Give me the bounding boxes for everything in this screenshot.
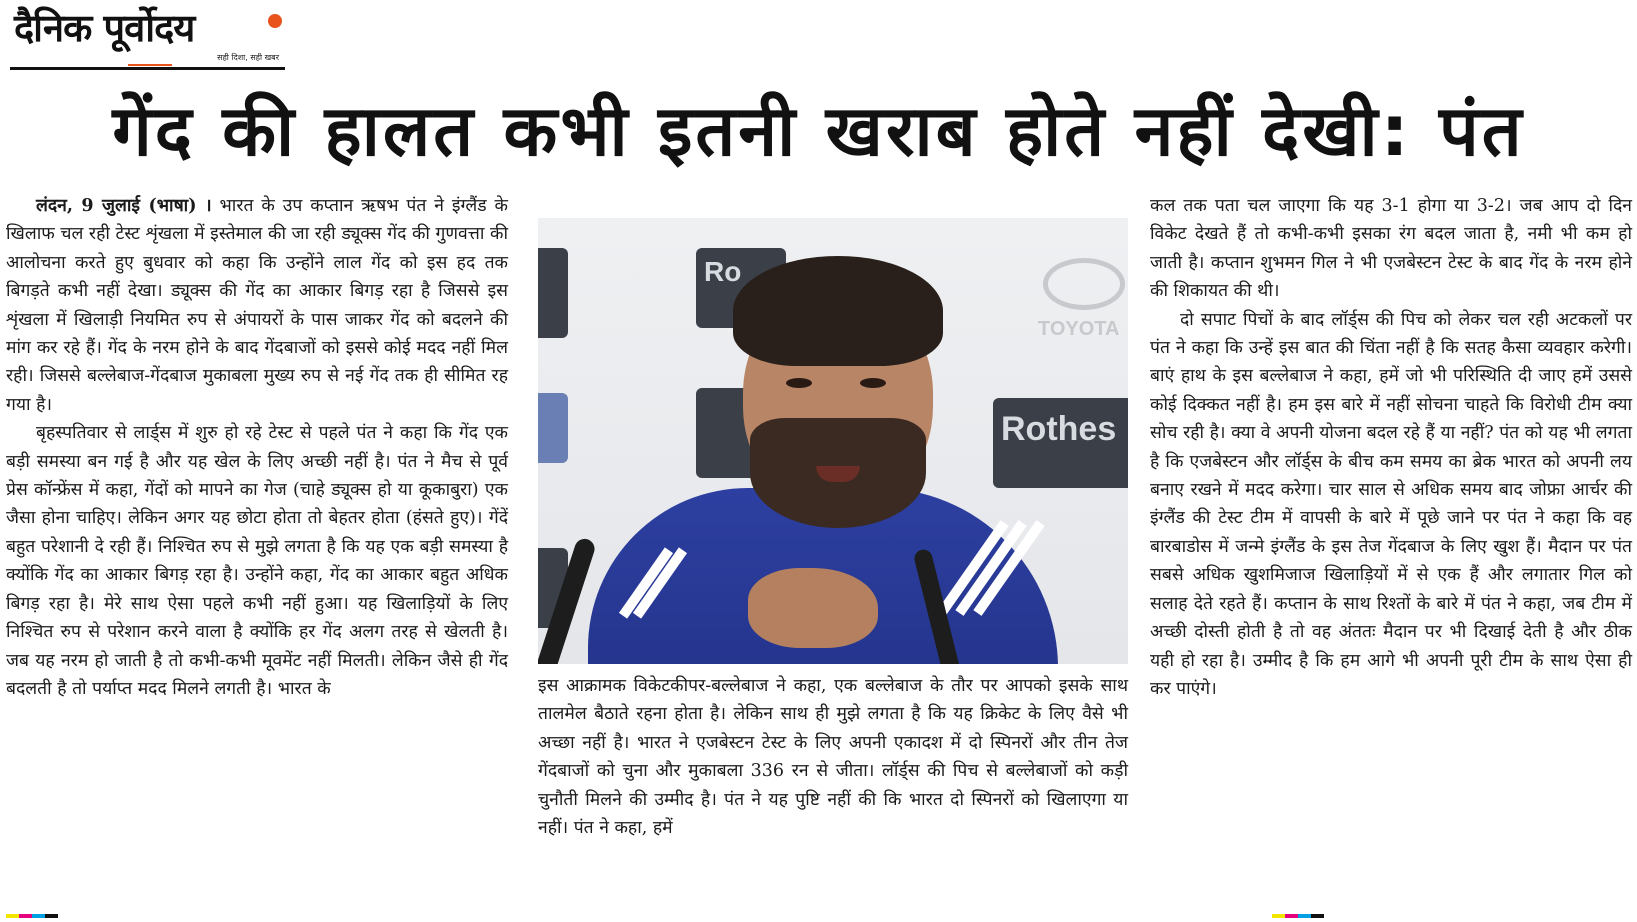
newspaper-name: दैनिक पूर्वोदय <box>14 6 195 50</box>
backdrop-panel: Ro <box>696 248 786 328</box>
sponsor-logo-icon <box>1043 258 1125 310</box>
masthead-rule <box>10 67 285 70</box>
backdrop-panel <box>538 248 568 338</box>
print-registration-marks <box>6 903 58 907</box>
paragraph-text: भारत के उप कप्तान ऋषभ पंत ने इंग्लैंड के खिलाफ चल रही टेस्ट शृंखला में इस्तेमाल की जा रही ड्यूक्स गेंद की गुणवत्ता की आलोचना करते हुए बुधवार को कहा कि उन्होंने लाल गेंद को इस हद तक बिगड़ते कभी नहीं देखा। ड्यूक्स की गेंद का आकार बिगड़ रहा है जिससे इस शृंखला में खिलाड़ी नियमित रुप से अंपायरों के पास जाकर गेंद को बदलने की मांग कर रहे हैं। गेंद के नरम होने के बाद गेंदबाजों को इससे कोई मदद नहीं मिल रही। जिससे बल्लेबाज-गेंदबाज मुकाबला मुख्य रुप से नई गेंद तक ही सीमित रह गया है। <box>6 196 508 415</box>
player-eye <box>786 378 812 388</box>
newspaper-tagline: सही दिशा, सही खबर <box>217 53 279 62</box>
article-paragraph: बृहस्पतिवार से लार्ड्स में शुरु हो रहे टेस्ट से पहले पंत ने कहा कि गेंद एक बड़ी समस्या बन गई है और यह खेल के लिए अच्छी नहीं है। पंत ने मैच से पूर्व प्रेस कॉन्फ्रेंस में कहा, गेंदों को मापने का गेज (चाहे ड्यूक्स हो या कूकाबुरा) एक जैसा होना चाहिए। लेकिन अगर यह छोटा होता तो बेहतर होता (हंसते हुए)। गेंदें बहुत परेशानी दे रही हैं। निश्चित रुप से मुझे लगता है कि यह एक बड़ी समस्या है क्योंकि गेंद का आकार बिगड़ रहा है। उन्होंने कहा, गेंद का आकार बहुत अधिक बिगड़ रहा है। मेरे साथ ऐसा पहले कभी नहीं हुआ। यह खिलाड़ियों के लिए निश्चित रुप से परेशान करने वाला है क्योंकि हर गेंद अलग तरह से खेलती है। जब यह नरम हो जाती है तो कभी-कभी मूवमेंट नहीं मिलती। लेकिन जैसे ही गेंद बदलती है तो पर्याप्त मदद मिलने लगती है। भारत के <box>6 423 508 699</box>
article-column-2 <box>538 672 1128 842</box>
player-hair <box>733 256 943 366</box>
backdrop-panel <box>538 393 568 463</box>
print-registration-marks <box>1272 903 1324 907</box>
article-column-3 <box>1150 192 1632 703</box>
article-paragraph: इस आक्रामक विकेटकीपर-बल्लेबाज ने कहा, एक बल्लेबाज के तौर पर आपको इसके साथ तालमेल बैठाते रहना होता है। लेकिन साथ ही मुझे लगता है कि यह क्रिकेट के लिए वैसे भी अच्छा नहीं है। भारत ने एजबेस्टन टेस्ट के लिए अपनी एकादश में दो स्पिनरों और तीन तेज गेंदबाजों को चुना और मुकाबला 336 रन से जीता। लॉर्ड्स की पिच से बल्लेबाजों को कड़ी चुनौती मिलने की उम्मीद है। पंत ने यह पुष्टि नहीं की कि भारत दो स्पिनरों को खिलाएगा या नहीं। पंत ने कहा, हमें <box>538 676 1128 839</box>
article-paragraph: कल तक पता चल जाएगा कि यह 3-1 होगा या 3-2। जब आप दो दिन विकेट देखते हैं तो कभी-कभी इसका रंग बदल जाता है, नमी भी कम हो जाती है। कप्तान शुभमन गिल ने भी एजबेस्टन टेस्ट के बाद गेंद के नरम होने की शिकायत की थी। <box>1150 196 1632 302</box>
player-hand <box>748 568 878 648</box>
article-paragraph <box>6 192 508 419</box>
article-column-1 <box>6 192 508 703</box>
masthead <box>10 4 285 70</box>
sponsor-logo-text: TOYOTA <box>1038 318 1120 340</box>
backdrop-panel: Rothes <box>993 398 1128 488</box>
player-eye <box>860 378 886 388</box>
logo-dot-icon <box>268 14 282 28</box>
masthead-accent-rule <box>128 64 172 66</box>
dateline: लंदन, 9 जुलाई (भाषा) । <box>36 196 212 216</box>
article-photo <box>538 218 1128 664</box>
article-paragraph: दो सपाट पिचों के बाद लॉर्ड्स की पिच को लेकर चल रही अटकलों पर पंत ने कहा कि उन्हें इस बात की चिंता नहीं है कि सतह कैसा व्यवहार करेगी। बाएं हाथ के इस बल्लेबाज ने कहा, हमें जो भी परिस्थिति दी जाए हमें उससे कोई दिक्कत नहीं है। हम इस बारे में नहीं सोचना चाहते कि विरोधी टीम क्या सोच रही है। क्या वे अपनी योजना बदल रहे हैं या नहीं? पंत को यह भी लगता है कि एजबेस्टन और लॉर्ड्स के बीच कम समय का ब्रेक भारत को अपनी लय बनाए रखने में मदद करेगा। चार साल से अधिक समय बाद जोफ्रा आर्चर की इंग्लैंड की टेस्ट टीम में वापसी के बारे में पूछे जाने पर पंत ने कहा कि वह बारबाडोस में जन्मे इंग्लैंड के इस तेज गेंदबाज के लिए खुश हैं। मैदान पर पंत सबसे अधिक खुशमिजाज खिलाड़ियों में से एक हैं और लगातार गिल को सलाह देते रहते हैं। कप्तान के साथ रिश्तों के बारे में पंत ने कहा, जब टीम में अच्छी दोस्ती होती है तो वह अंततः मैदान पर भी दिखाई देती है और ठीक यही हो रहा है। उम्मीद है कि हम आगे भी अपनी पूरी टीम के साथ ऐसा ही कर पाएंगे। <box>1150 309 1632 699</box>
article-headline: गेंद की हालत कभी इतनी खराब होते नहीं देखी: पंत <box>112 90 1525 172</box>
